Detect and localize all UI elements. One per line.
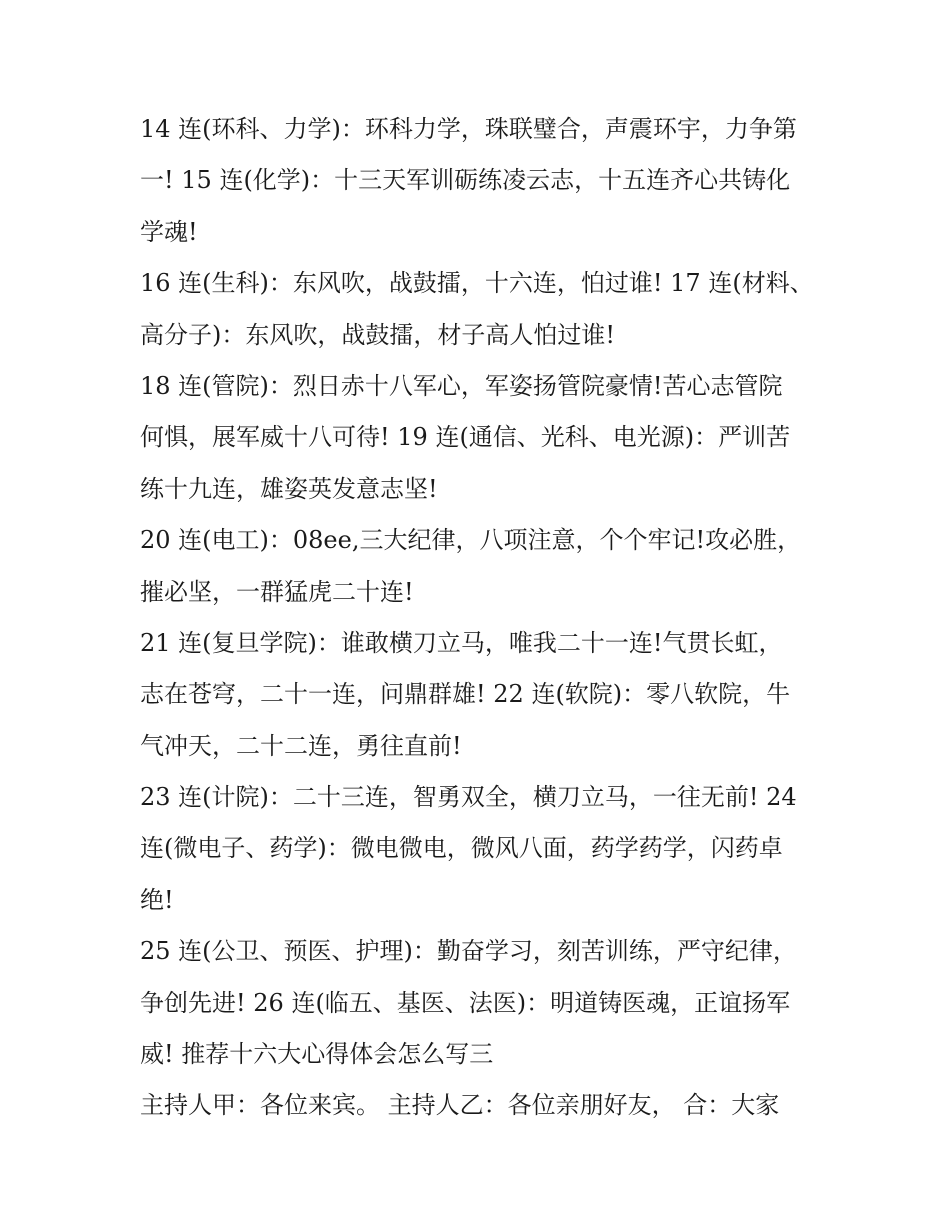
text-line: 21 连(复旦学院)：谁敢横刀立马，唯我二十一连!气贯长虹， — [140, 628, 783, 657]
text-line: 威! 推荐十六大心得体会怎么写三 — [140, 1040, 494, 1069]
text-line: 20 连(电工)：08ee,三大纪律，八项注意，个个牢记!攻必胜， — [140, 526, 802, 555]
paragraph-16-17-lian — [140, 258, 812, 361]
text-line: 18 连(管院)：烈日赤十八军心，军姿扬管院豪情!苦心志管院 — [140, 371, 783, 400]
text-line: 14 连(环科、力学)：环科力学，珠联璧合，声震环宇，力争第 — [140, 115, 797, 143]
text-line: 志在苍穹，二十一连，问鼎群雄! 22 连(软院)：零八软院，牛 — [140, 680, 791, 709]
paragraph-14-15-lian — [140, 104, 812, 258]
text-line: 23 连(计院)：二十三连，智勇双全，横刀立马，一往无前! 24 — [140, 783, 797, 812]
paragraph-18-19-lian — [140, 361, 812, 515]
text-line: 连(微电子、药学)：微电微电，微风八面，药学药学，闪药卓 — [140, 834, 783, 863]
text-line: 16 连(生科)：东风吹，战鼓擂，十六连，怕过谁! 17 连(材料、 — [140, 269, 814, 298]
paragraph-20-lian — [140, 515, 812, 618]
text-line: 绝! — [140, 885, 174, 914]
text-line: 摧必坚，一群猛虎二十连! — [140, 577, 414, 606]
text-line: 高分子)：东风吹，战鼓擂，材子高人怕过谁! — [140, 320, 616, 349]
text-line: 争创先进! 26 连(临五、基医、法医)：明道铸医魂，正谊扬军 — [140, 988, 791, 1017]
text-line: 练十九连，雄姿英发意志坚! — [140, 474, 438, 503]
text-line: 何惧，展军威十八可待! 19 连(通信、光科、电光源)：严训苦 — [140, 423, 791, 452]
paragraph-host-intro — [140, 1080, 812, 1131]
text-line: 主持人甲：各位来宾。 主持人乙：各位亲朋好友， 合：大家 — [140, 1091, 780, 1120]
paragraph-21-22-lian — [140, 618, 812, 772]
document-body — [140, 104, 812, 1132]
paragraph-23-24-lian — [140, 772, 812, 926]
text-line: 气冲天，二十二连，勇往直前! — [140, 731, 462, 760]
text-line: 25 连(公卫、预医、护理)：勤奋学习，刻苦训练，严守纪律， — [140, 937, 797, 966]
text-line: 学魂! — [140, 217, 198, 246]
paragraph-25-26-lian — [140, 926, 812, 1080]
text-line: 一! 15 连(化学)：十三天军训砺练凌云志，十五连齐心共铸化 — [140, 166, 791, 195]
